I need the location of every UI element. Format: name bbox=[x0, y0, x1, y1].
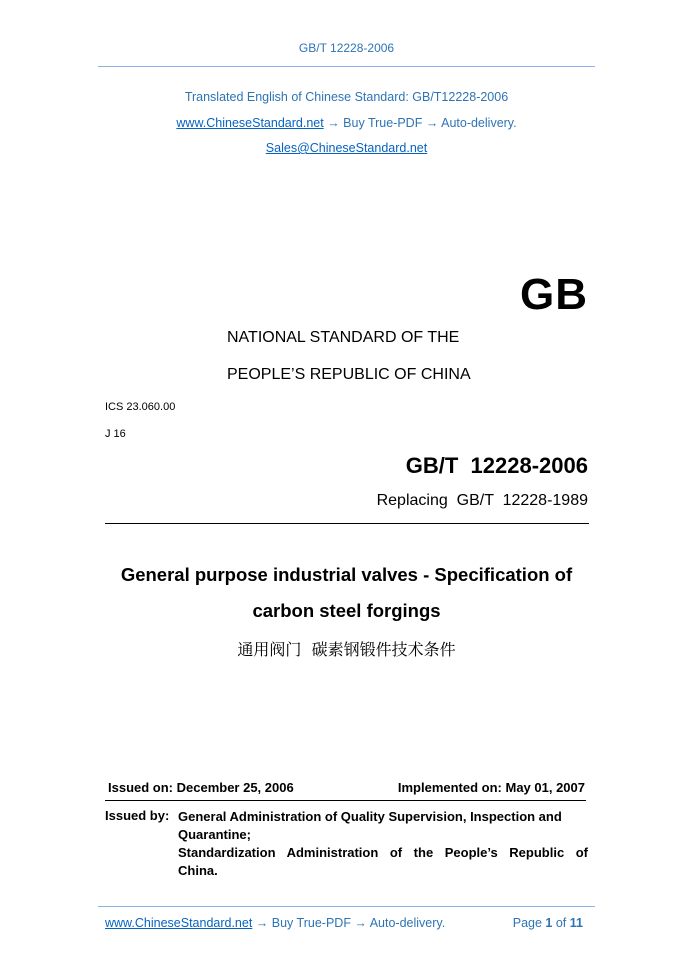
title-line-2: carbon steel forgings bbox=[252, 600, 441, 621]
page-total: 11 bbox=[569, 916, 583, 930]
national-line-1: NATIONAL STANDARD OF THE bbox=[227, 329, 460, 346]
replacing-line: Replacing GB/T 12228-1989 bbox=[376, 492, 588, 509]
header-divider bbox=[98, 66, 595, 67]
header-link-line bbox=[0, 116, 693, 130]
page-word: Page bbox=[512, 916, 542, 930]
footer-site-link[interactable]: www.ChineseStandard.net bbox=[105, 916, 253, 930]
page-of: of bbox=[555, 916, 567, 930]
footer-buy-text: → Buy True-PDF → Auto-delivery. bbox=[255, 916, 446, 930]
translated-line: Translated English of Chinese Standard: GB/T12228-2006 bbox=[184, 90, 509, 104]
sales-line bbox=[0, 141, 693, 155]
gb-mark: GB bbox=[520, 270, 588, 319]
issued-by-orgs bbox=[178, 808, 588, 880]
running-header: GB/T 12228-2006 bbox=[298, 41, 395, 55]
page-current: 1 bbox=[545, 916, 553, 930]
ics-code: ICS 23.060.00 bbox=[105, 401, 176, 413]
national-line-2: PEOPLE’S REPUBLIC OF CHINA bbox=[227, 366, 471, 383]
standard-code: GB/T 12228-2006 bbox=[405, 453, 588, 478]
footer-link-line bbox=[105, 916, 445, 930]
implemented-on: Implemented on: May 01, 2007 bbox=[397, 780, 585, 795]
org2-line1: Standardization Administration of the People’s Republic of bbox=[178, 845, 588, 860]
title-line-1: General purpose industrial valves - Specification of bbox=[120, 564, 573, 585]
chinese-title: 通用阀门 碳素钢锻件技术条件 bbox=[237, 640, 456, 659]
site-link[interactable]: www.ChineseStandard.net bbox=[176, 116, 324, 130]
issued-by-label: Issued by: bbox=[105, 808, 170, 823]
page-indicator bbox=[513, 916, 583, 930]
ccs-code: J 16 bbox=[105, 428, 126, 440]
issued-on: Issued on: December 25, 2006 bbox=[108, 780, 294, 795]
code-divider bbox=[105, 523, 589, 524]
org1-line1: General Administration of Quality Supervision, Inspection and bbox=[178, 809, 562, 824]
org2-line2: China. bbox=[178, 863, 218, 878]
dates-divider bbox=[105, 800, 586, 801]
sales-email-link[interactable]: Sales@ChineseStandard.net bbox=[265, 141, 428, 155]
buy-text: → Buy True-PDF → Auto-delivery. bbox=[327, 116, 517, 130]
org1-line2: Quarantine; bbox=[178, 827, 251, 842]
footer-divider bbox=[98, 906, 595, 907]
